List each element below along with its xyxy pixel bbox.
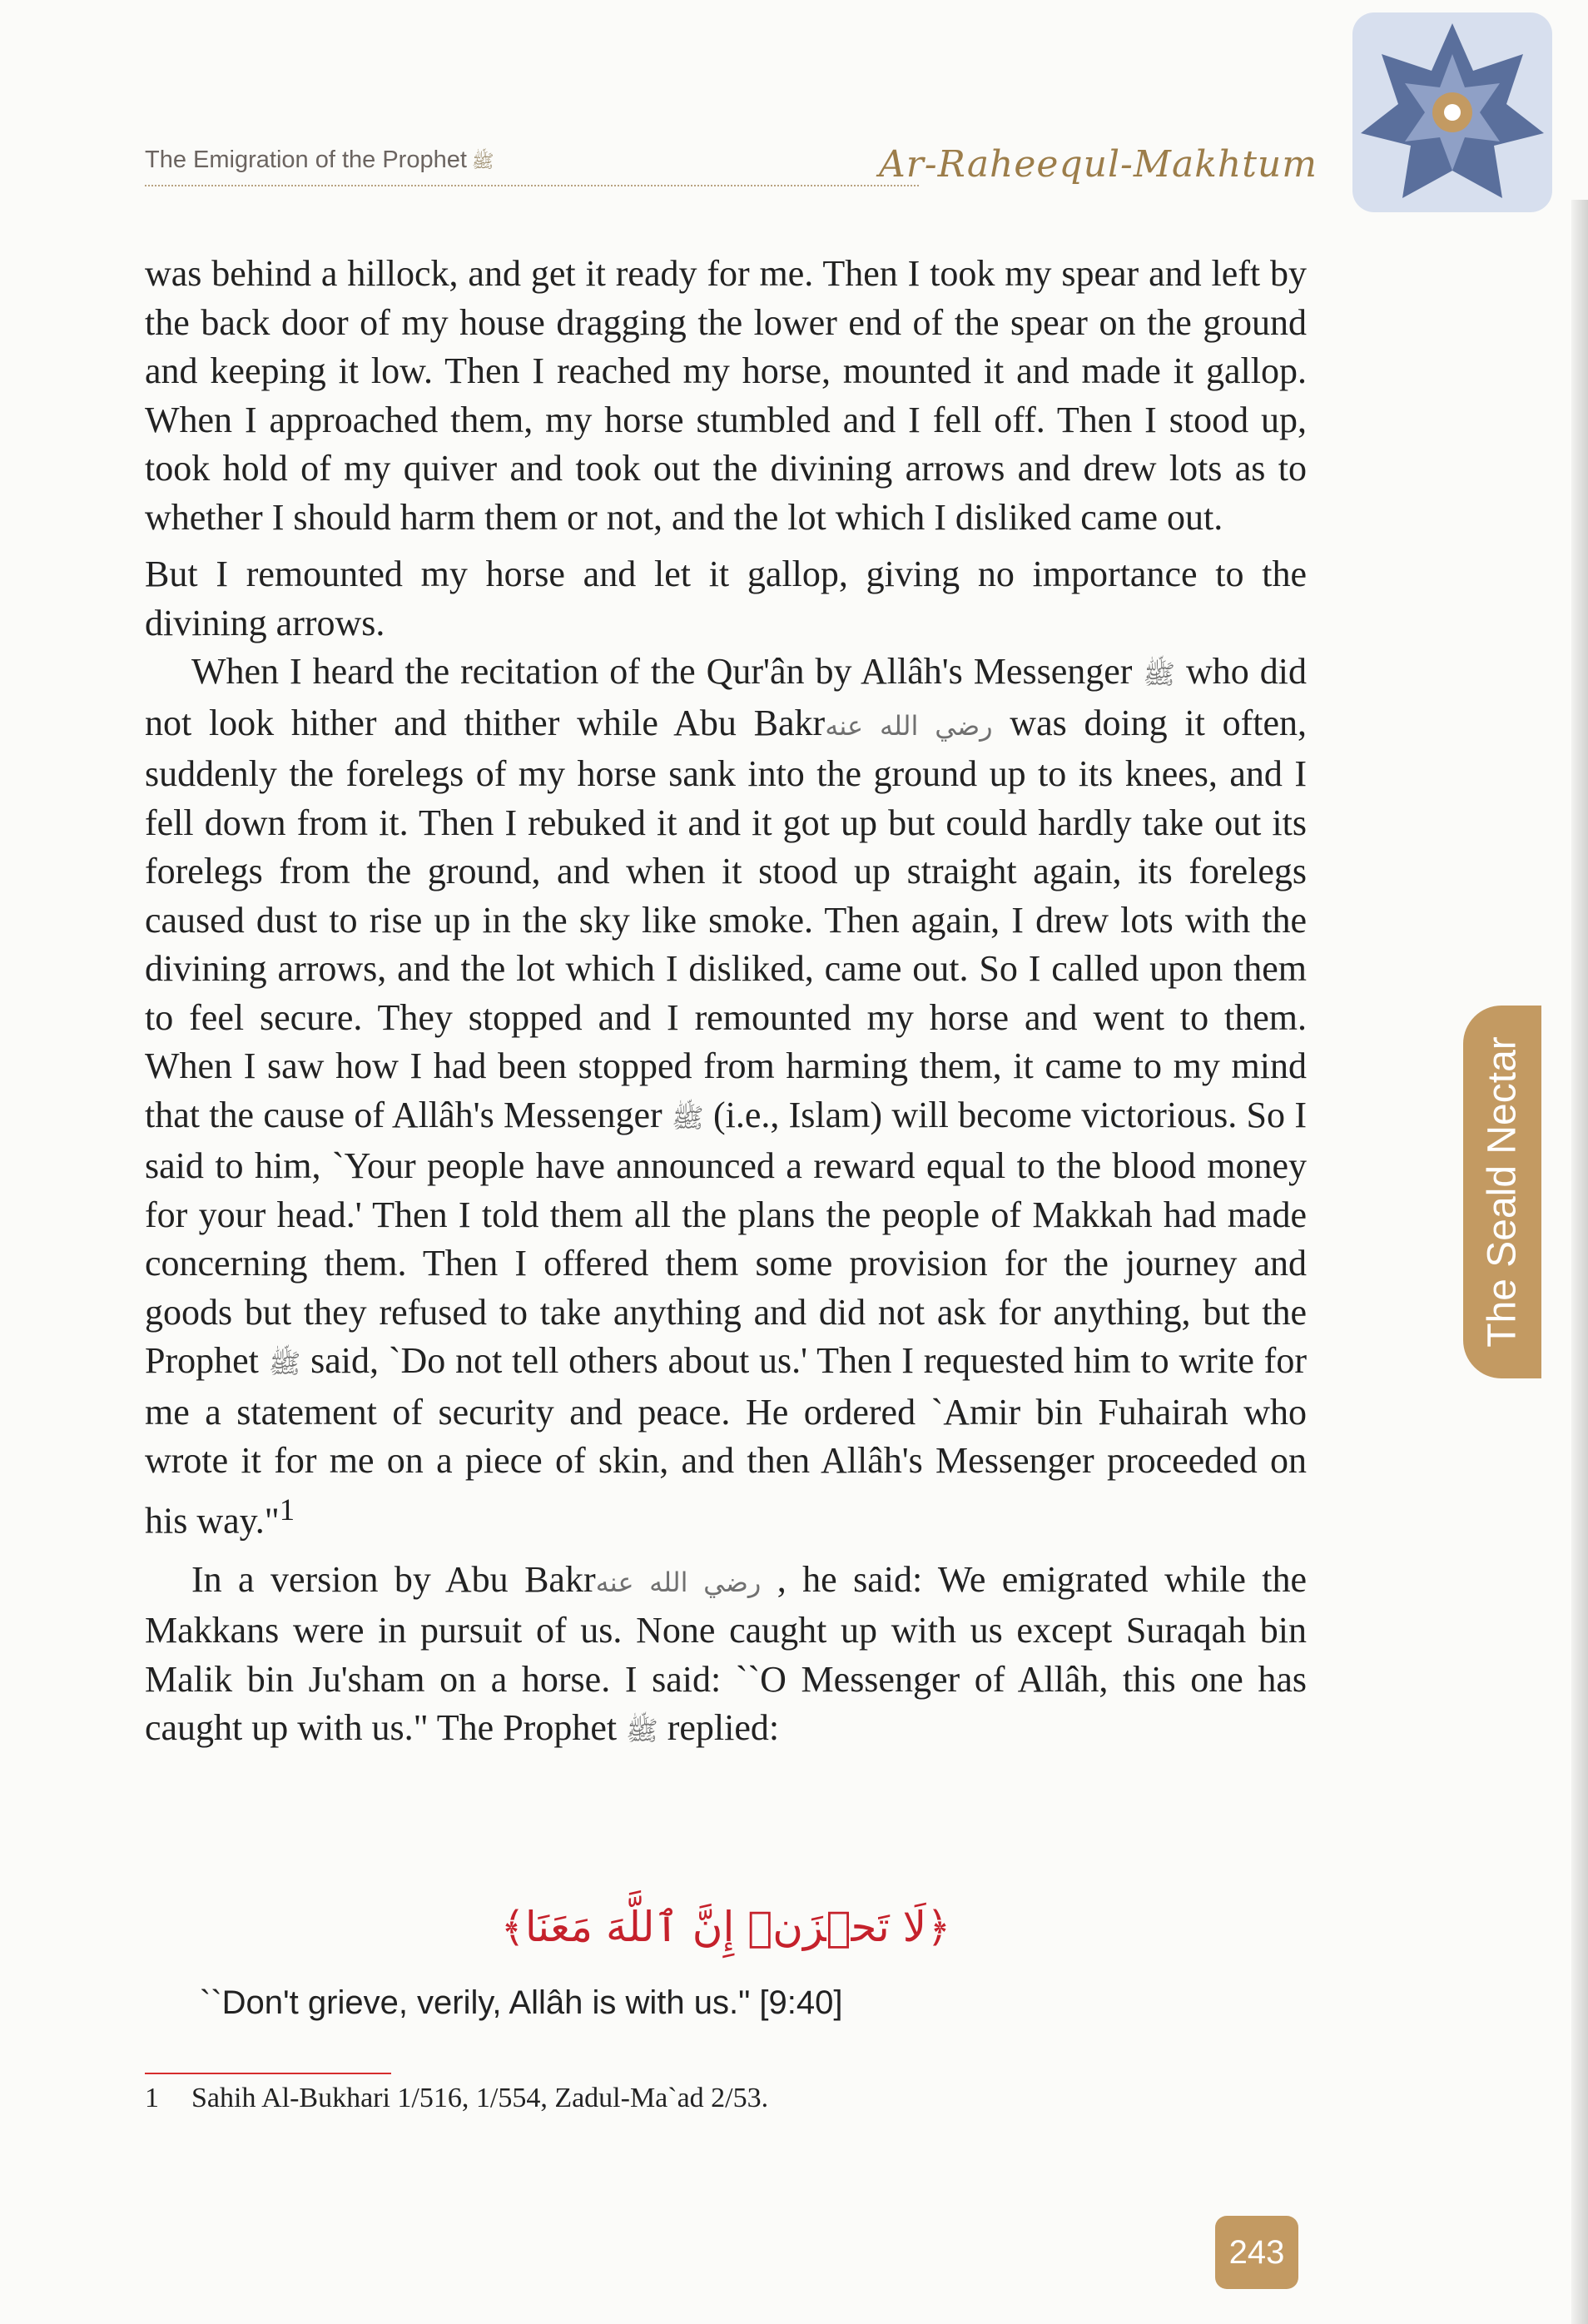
quran-verse-arabic: ﴿لَا تَحۡزَنۡ إِنَّ ٱللَّهَ مَعَنَا﴾ — [500, 1903, 951, 1951]
footnote-number: 1 — [145, 2083, 159, 2113]
paragraph-1: was behind a hillock, and get it ready for me. Then I took my spear and left by the back door of my house dragging the lower end of the spear on the ground and keeping it low. Then I reached my horse, mounted it and made it gallop. When I approached them, my horse stumbled and I fell off. Then I stood up, took hold of my quiver and took out the divining arrows and drew lots as to whether I should harm them or not, and the lot which I disliked came out. — [145, 253, 1307, 538]
honorific-radiallah-icon: رضي الله عنه — [825, 709, 993, 742]
book-logo: Ar-Raheequl-Makhtum — [879, 143, 1318, 186]
page-number-badge: 243 — [1215, 2216, 1298, 2289]
verse-translation: ``Don't grieve, verily, Allâh is with us." [9:40] — [200, 1984, 843, 2021]
chapter-running-title: The Emigration of the Prophet ﷺ — [145, 146, 494, 173]
side-tab-book-title — [1463, 1006, 1541, 1378]
honorific-seal-icon: ﷺ — [268, 1348, 301, 1379]
honorific-seal-icon: ﷺ — [626, 1715, 658, 1747]
honorific-seal-icon: ﷺ — [671, 1101, 704, 1134]
page-edge-shadow — [1571, 200, 1588, 2324]
honorific-radiallah-icon: رضي الله عنه — [595, 1566, 762, 1598]
footnote-reference[interactable]: 1 — [279, 1492, 295, 1527]
side-tab-label: The Seald Nectar — [1480, 1036, 1525, 1348]
main-text — [145, 250, 1307, 1755]
ornament-center-dot — [1444, 104, 1461, 121]
paragraph-3: When I heard the recitation of the Qur'ân by Allâh's Messenger ﷺ who did not look hither and thither while Abu Bakrرضي الله عنه was doing it often, suddenly the forelegs of my horse sank into the ground up to its knees, and I fell down from it. Then I rebuked it and it got up but could hardly take out its forelegs from the ground, and when it stood up straight again, its forelegs caused dust to rise up in the sky like smoke. Then again, I drew lots with the divining arrows, and the lot which I disliked, came out. So I called upon them to feel secure. They stopped and I remounted my horse and went to them. When I saw how I had been stopped from harming them, it came to my mind that the cause of Allâh's Messenger ﷺ (i.e., Islam) will become victorious. So I said to him, `Your people have announced a reward equal to the blood money for your head.' Then I told them all the plans the people of Makkah had made concerning them. Then I offered them some provision for the journey and goods but they refused to take anything and did not ask for anything, but the Prophet ﷺ said, `Do not tell others about us.' Then I requested him to write for me a statement of security and peace. He ordered `Amir bin Fuhairah who wrote it for me on a piece of skin, and then Allâh's Messenger proceeded on his way."$^1$ — [145, 651, 1308, 1542]
honorific-seal-icon: ﷺ — [1143, 658, 1176, 690]
footnote — [145, 2083, 768, 2114]
footnote-divider — [145, 2073, 391, 2074]
ornament-icon — [1348, 8, 1556, 216]
paragraph-2: But I remounted my horse and let it gallop, giving no importance to the divining arrows. — [145, 554, 1307, 643]
footnote-text: Sahih Al-Bukhari 1/516, 1/554, Zadul-Ma`ad 2/53. — [191, 2083, 769, 2113]
honorific-seal-icon: ﷺ — [471, 151, 494, 171]
header-dotted-rule — [145, 185, 919, 186]
paragraph-4: In a version by Abu Bakrرضي الله عنه , he said: We emigrated while the Makkans were in pursuit of us. None caught up with us except Suraqah bin Malik bin Ju'sham on a horse. I said: ``O Messenger of Allâh, this one has caught up with us." The Prophet ﷺ replied: — [145, 1558, 1308, 1749]
